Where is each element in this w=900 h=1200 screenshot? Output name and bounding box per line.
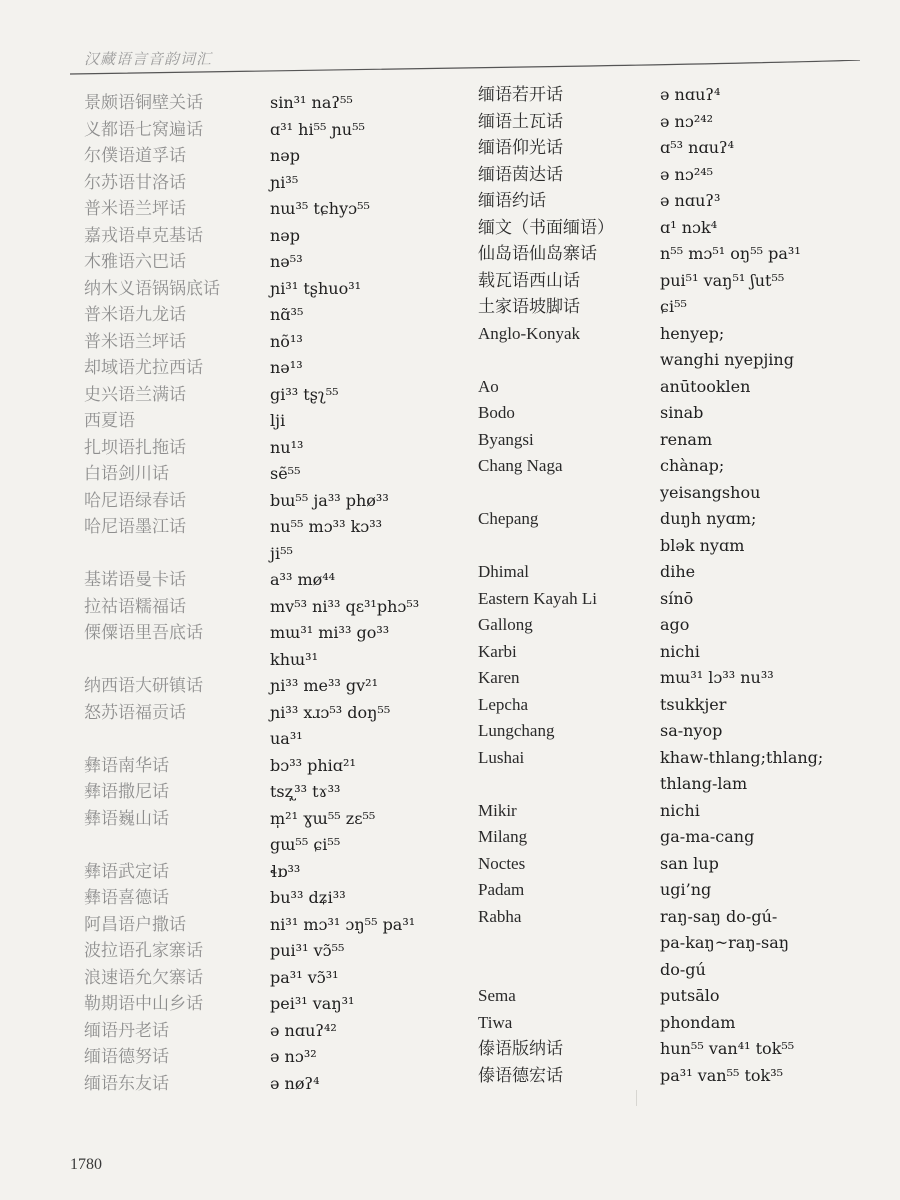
- word-form: ni³¹ mɔ³¹ ɔŋ⁵⁵ pa³¹: [270, 914, 416, 934]
- language-name: 彝语撒尼话: [84, 782, 169, 801]
- language-name: 义都语七窝遍话: [84, 119, 203, 139]
- language-name: [478, 533, 658, 560]
- language-name: 基诺语曼卡话: [84, 570, 186, 589]
- word-form: duŋh nyɑm;: [660, 509, 757, 528]
- word-form: gi³³ tʂʅ⁵⁵: [270, 384, 339, 404]
- word-form: nichi: [660, 641, 700, 661]
- word-form: ə nɔ²⁴²: [660, 111, 714, 131]
- language-name: 载瓦语西山话: [478, 270, 580, 290]
- word-form: ɬɒ³³: [270, 861, 301, 881]
- language-name: 缅语约话: [478, 191, 546, 210]
- word-form: ə nɔ³²: [270, 1047, 317, 1066]
- word-form: hun⁵⁵ van⁴¹ tok⁵⁵: [660, 1039, 795, 1058]
- language-name: Byangsi: [478, 429, 534, 449]
- word-form: nu¹³: [270, 437, 304, 457]
- language-name: 白语剑川话: [84, 464, 169, 483]
- language-name: 西夏语: [84, 411, 135, 430]
- language-name: Gallong: [478, 615, 533, 634]
- language-name: Lepcha: [478, 694, 529, 714]
- word-form: bɔ³³ phiɑ²¹: [270, 755, 356, 775]
- language-name: 普米语兰坪话: [84, 199, 186, 218]
- language-name: 缅语丹老话: [84, 1020, 169, 1040]
- word-form: ago: [660, 615, 690, 634]
- language-name: 怒苏语福贡话: [84, 702, 186, 722]
- language-name: 勒期语中山乡话: [84, 994, 203, 1013]
- language-name: [84, 541, 264, 568]
- word-form: ɲi³⁵: [270, 172, 299, 192]
- language-name: Karbi: [478, 641, 517, 661]
- word-form: bu³³ dʑi³³: [270, 888, 346, 907]
- language-name: 景颇语铜壁关话: [84, 93, 203, 112]
- language-name: 普米语九龙话: [84, 305, 186, 324]
- word-form: chànap;: [660, 456, 725, 475]
- word-form: henyep;: [660, 323, 725, 343]
- language-name: 彝语南华话: [84, 755, 169, 775]
- word-form: nəp: [270, 146, 301, 165]
- language-name: Milang: [478, 827, 528, 846]
- language-name: 纳木义语锅锅底话: [84, 278, 220, 298]
- language-name: 史兴语兰满话: [84, 384, 186, 404]
- language-name: Bodo: [478, 403, 515, 422]
- word-form: khɯ³¹: [270, 649, 318, 669]
- language-name: 哈尼语墨江话: [84, 517, 186, 536]
- word-form: ɲi³³ xɹɔ⁵³ doŋ⁵⁵: [270, 702, 391, 722]
- language-name: Lungchang: [478, 721, 555, 740]
- word-form: pa-kaŋ~raŋ-saŋ: [660, 933, 790, 952]
- language-name: 傈僳语里吾底话: [84, 623, 203, 642]
- word-form: ga-ma-cang: [660, 827, 755, 846]
- word-form: lji: [270, 411, 286, 430]
- word-form: putsālo: [660, 986, 720, 1005]
- language-name: Ao: [478, 376, 499, 396]
- word-form: mɯ³¹ lɔ³³ nu³³: [660, 668, 774, 687]
- language-name: Chang Naga: [478, 456, 563, 475]
- word-form: bɯ⁵⁵ ja³³ phø³³: [270, 490, 389, 510]
- language-name: 木雅语六巴话: [84, 252, 186, 271]
- language-name: [478, 957, 658, 984]
- word-form: ɑ⁵³ nɑuʔ⁴: [660, 138, 734, 157]
- word-form: mv⁵³ ni³³ qɛ³¹phɔ⁵³: [270, 596, 420, 616]
- word-form: renam: [660, 429, 713, 449]
- language-name: Mikir: [478, 800, 517, 820]
- word-form: san lup: [660, 853, 719, 873]
- right-language-column: [478, 82, 658, 1089]
- language-name: 彝语武定话: [84, 861, 169, 881]
- word-form: ə nɔ²⁴⁵: [660, 164, 714, 184]
- language-name: 彝语巍山话: [84, 808, 169, 828]
- word-form: tsukkjer: [660, 694, 727, 714]
- word-form: yeisangshou: [660, 482, 761, 502]
- language-name: 傣语德宏话: [478, 1065, 563, 1085]
- language-name: 阿昌语户撒话: [84, 914, 186, 934]
- header-rule: [70, 60, 860, 82]
- language-name: 缅语土瓦话: [478, 111, 563, 131]
- gutter-mark: [636, 1090, 637, 1106]
- language-name: [478, 480, 658, 507]
- language-name: [478, 771, 658, 798]
- word-form: m̩²¹ ɣɯ⁵⁵ zɛ⁵⁵: [270, 808, 376, 828]
- language-name: [84, 647, 264, 674]
- language-name: 哈尼语绿春话: [84, 490, 186, 510]
- word-form: mɯ³¹ mi³³ go³³: [270, 623, 390, 642]
- word-form: dihe: [660, 562, 696, 581]
- word-form: ɕi⁵⁵: [660, 297, 687, 316]
- language-name: Noctes: [478, 853, 526, 873]
- language-name: Dhimal: [478, 562, 529, 581]
- word-form: thlang-lam: [660, 774, 748, 793]
- language-name: Chepang: [478, 509, 539, 528]
- word-form: pa³¹ van⁵⁵ tok³⁵: [660, 1065, 784, 1085]
- word-form: nɯ³⁵ tɕhyɔ⁵⁵: [270, 199, 370, 218]
- language-name: 缅语茵达话: [478, 164, 563, 184]
- running-title: 汉藏语言音韵词汇: [84, 50, 213, 68]
- language-name: 扎坝语扎拖话: [84, 437, 186, 457]
- word-form: n⁵⁵ mɔ⁵¹ oŋ⁵⁵ pa³¹: [660, 244, 801, 263]
- language-name: Padam: [478, 880, 525, 899]
- word-form: pa³¹ vɔ̃³¹: [270, 967, 339, 987]
- word-form: pei³¹ vaŋ³¹: [270, 994, 355, 1013]
- word-form: khaw-thlang;thlang;: [660, 747, 824, 767]
- language-name: 却域语尤拉西话: [84, 358, 203, 377]
- word-form: gɯ⁵⁵ ɕi⁵⁵: [270, 835, 341, 854]
- word-form: sinab: [660, 403, 704, 422]
- word-form: sin³¹ naʔ⁵⁵: [270, 93, 353, 112]
- word-form: nichi: [660, 800, 700, 820]
- language-name: [84, 832, 264, 859]
- language-name: 缅语仰光话: [478, 138, 563, 157]
- word-form: anūtooklen: [660, 376, 751, 396]
- word-form: ɲi³¹ tʂhuo³¹: [270, 278, 362, 298]
- word-form: ɑ³¹ hi⁵⁵ ɲu⁵⁵: [270, 119, 365, 139]
- word-form: a³³ mø⁴⁴: [270, 570, 336, 589]
- language-name: Eastern Kayah Li: [478, 588, 597, 608]
- word-form: ə nøʔ⁴: [270, 1073, 320, 1093]
- word-form: ə nɑuʔ⁴: [660, 85, 721, 104]
- word-form: ɲi³³ me³³ gv²¹: [270, 676, 378, 695]
- word-form: ua³¹: [270, 729, 303, 748]
- word-form: sẽ⁵⁵: [270, 464, 301, 483]
- language-name: Sema: [478, 986, 516, 1005]
- word-form: ə nɑuʔ³: [660, 191, 721, 210]
- word-form: wanghi nyepjing: [660, 350, 794, 369]
- language-name: 彝语喜德话: [84, 888, 169, 907]
- language-name: 缅文（书面缅语）: [478, 217, 614, 237]
- word-form: ə nɑuʔ⁴²: [270, 1020, 337, 1040]
- word-form: tsʐ̩³³ tɤ³³: [270, 782, 341, 801]
- word-form: nə¹³: [270, 358, 303, 377]
- language-name: Anglo-Konyak: [478, 323, 580, 343]
- word-form: nə⁵³: [270, 252, 303, 271]
- page-number: 1780: [70, 1156, 102, 1173]
- language-name: 缅语东友话: [84, 1073, 169, 1093]
- word-form: nəp: [270, 225, 301, 245]
- word-form: phondam: [660, 1012, 736, 1032]
- language-name: 缅语若开话: [478, 85, 563, 104]
- language-name: 尔苏语甘洛话: [84, 172, 186, 192]
- word-form: nu⁵⁵ mɔ³³ kɔ³³: [270, 517, 383, 536]
- left-language-column: [84, 90, 264, 1097]
- word-form: sínō: [660, 588, 694, 608]
- word-form: ɑ¹ nɔk⁴: [660, 217, 718, 237]
- word-form: sa-nyop: [660, 721, 723, 740]
- language-name: 仙岛语仙岛寨话: [478, 244, 597, 263]
- word-form: nɑ̃³⁵: [270, 305, 304, 324]
- left-form-column: [270, 90, 470, 1097]
- language-name: 拉祜语糯福话: [84, 596, 186, 616]
- language-name: Karen: [478, 668, 520, 687]
- language-name: Rabha: [478, 906, 522, 926]
- language-name: [84, 726, 264, 753]
- language-name: Lushai: [478, 747, 525, 767]
- language-name: 纳西语大研镇话: [84, 676, 203, 695]
- word-form: do-gú: [660, 959, 706, 979]
- language-name: 波拉语孔家寨话: [84, 941, 203, 960]
- word-form: blək nyɑm: [660, 535, 745, 555]
- language-name: 普米语兰坪话: [84, 331, 186, 351]
- word-form: nõ¹³: [270, 331, 303, 351]
- language-name: Tiwa: [478, 1012, 513, 1032]
- language-name: 土家语坡脚话: [478, 297, 580, 316]
- word-form: pui⁵¹ vaŋ⁵¹ ʃut⁵⁵: [660, 270, 785, 290]
- language-name: [478, 930, 658, 957]
- word-form: ji⁵⁵: [270, 543, 293, 563]
- word-form: ugi’ng: [660, 880, 712, 899]
- language-name: [478, 347, 658, 374]
- word-form: raŋ-saŋ do-gú-: [660, 906, 778, 926]
- word-form: pui³¹ vɔ̃⁵⁵: [270, 941, 345, 960]
- language-name: 嘉戎语卓克基话: [84, 225, 203, 245]
- language-name: 傣语版纳话: [478, 1039, 563, 1058]
- right-form-column: [660, 82, 860, 1089]
- language-name: 尔僕语道孚话: [84, 146, 186, 165]
- language-name: 缅语德努话: [84, 1047, 169, 1066]
- language-name: 浪速语允欠寨话: [84, 967, 203, 987]
